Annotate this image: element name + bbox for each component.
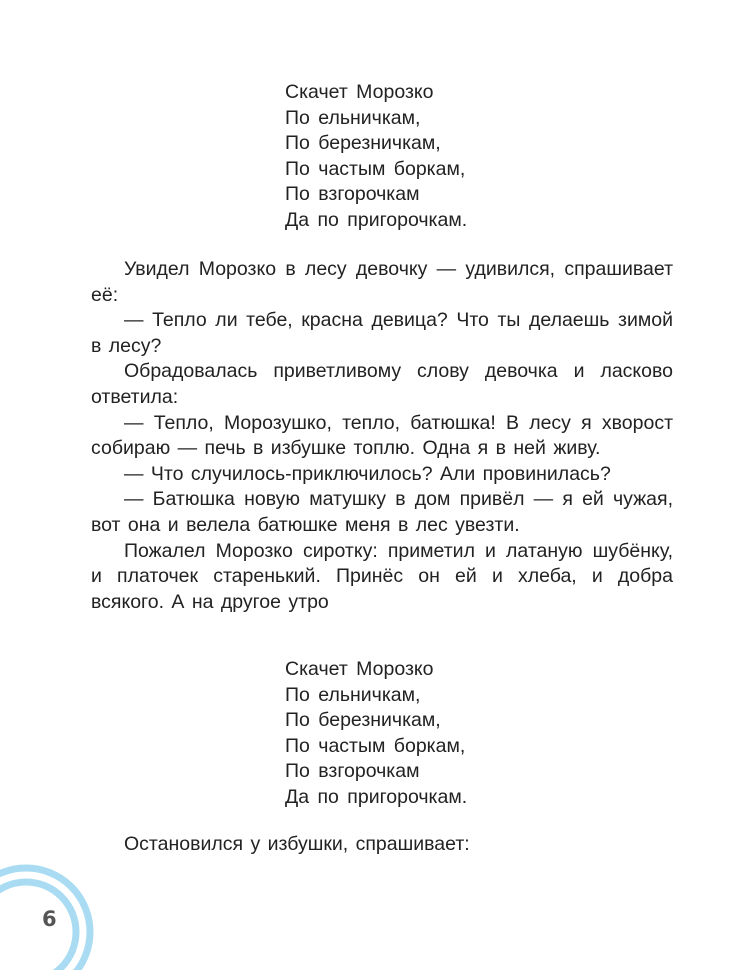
prose-block-1 [91, 257, 673, 615]
verse-line: По частым боркам, [285, 157, 466, 180]
page-corner-decoration [0, 840, 130, 970]
verse-line: По ельничкам, [285, 683, 421, 706]
verse-line: Скачет Морозко [285, 81, 434, 103]
verse-line: По березничкам, [285, 709, 441, 732]
verse-line: По ельничкам, [285, 106, 421, 129]
verse-line: По березничкам, [285, 132, 441, 155]
prose-block-2 [91, 832, 673, 858]
verse-line: Да по пригорочкам. [285, 208, 468, 231]
verse-stanza-2 [285, 657, 467, 811]
paragraph: — Что случилось-приключилось? Али провинилась? [124, 462, 611, 485]
paragraph: Пожалел Морозко сиротку: приметил и латаную шубёнку, и платочек старенький. Принёс он ей и хлеба, и добра всякого. А на другое утро [91, 539, 673, 613]
paragraph: — Батюшка новую матушку в дом привёл — я ей чужая, вот она и велела батюшке меня в лес увезти. [91, 488, 673, 536]
verse-line: По взгорочкам [285, 760, 420, 783]
paragraph: — Тепло ли тебе, красна девица? Что ты делаешь зимой в лесу? [91, 309, 673, 357]
verse-stanza-1 [285, 80, 467, 234]
paragraph: Обрадовалась приветливому слову девочка и ласково ответила: [91, 360, 673, 408]
verse-line: Да по пригорочкам. [285, 785, 468, 808]
paragraph: Остановился у избушки, спрашивает: [124, 833, 470, 855]
verse-line: По частым боркам, [285, 734, 466, 757]
paragraph: — Тепло, Морозушко, тепло, батюшка! В лесу я хворост собираю — печь в избушке топлю. Одна я в ней живу. [91, 411, 673, 460]
ring-ornament-icon [0, 840, 130, 970]
inner-ring [0, 882, 76, 970]
page-number: 6 [42, 907, 57, 931]
verse-line: По взгорочкам [285, 183, 420, 206]
paragraph: Увидел Морозко в лесу девочку — удивился, спрашивает её: [91, 258, 673, 306]
verse-line: Скачет Морозко [285, 658, 434, 680]
